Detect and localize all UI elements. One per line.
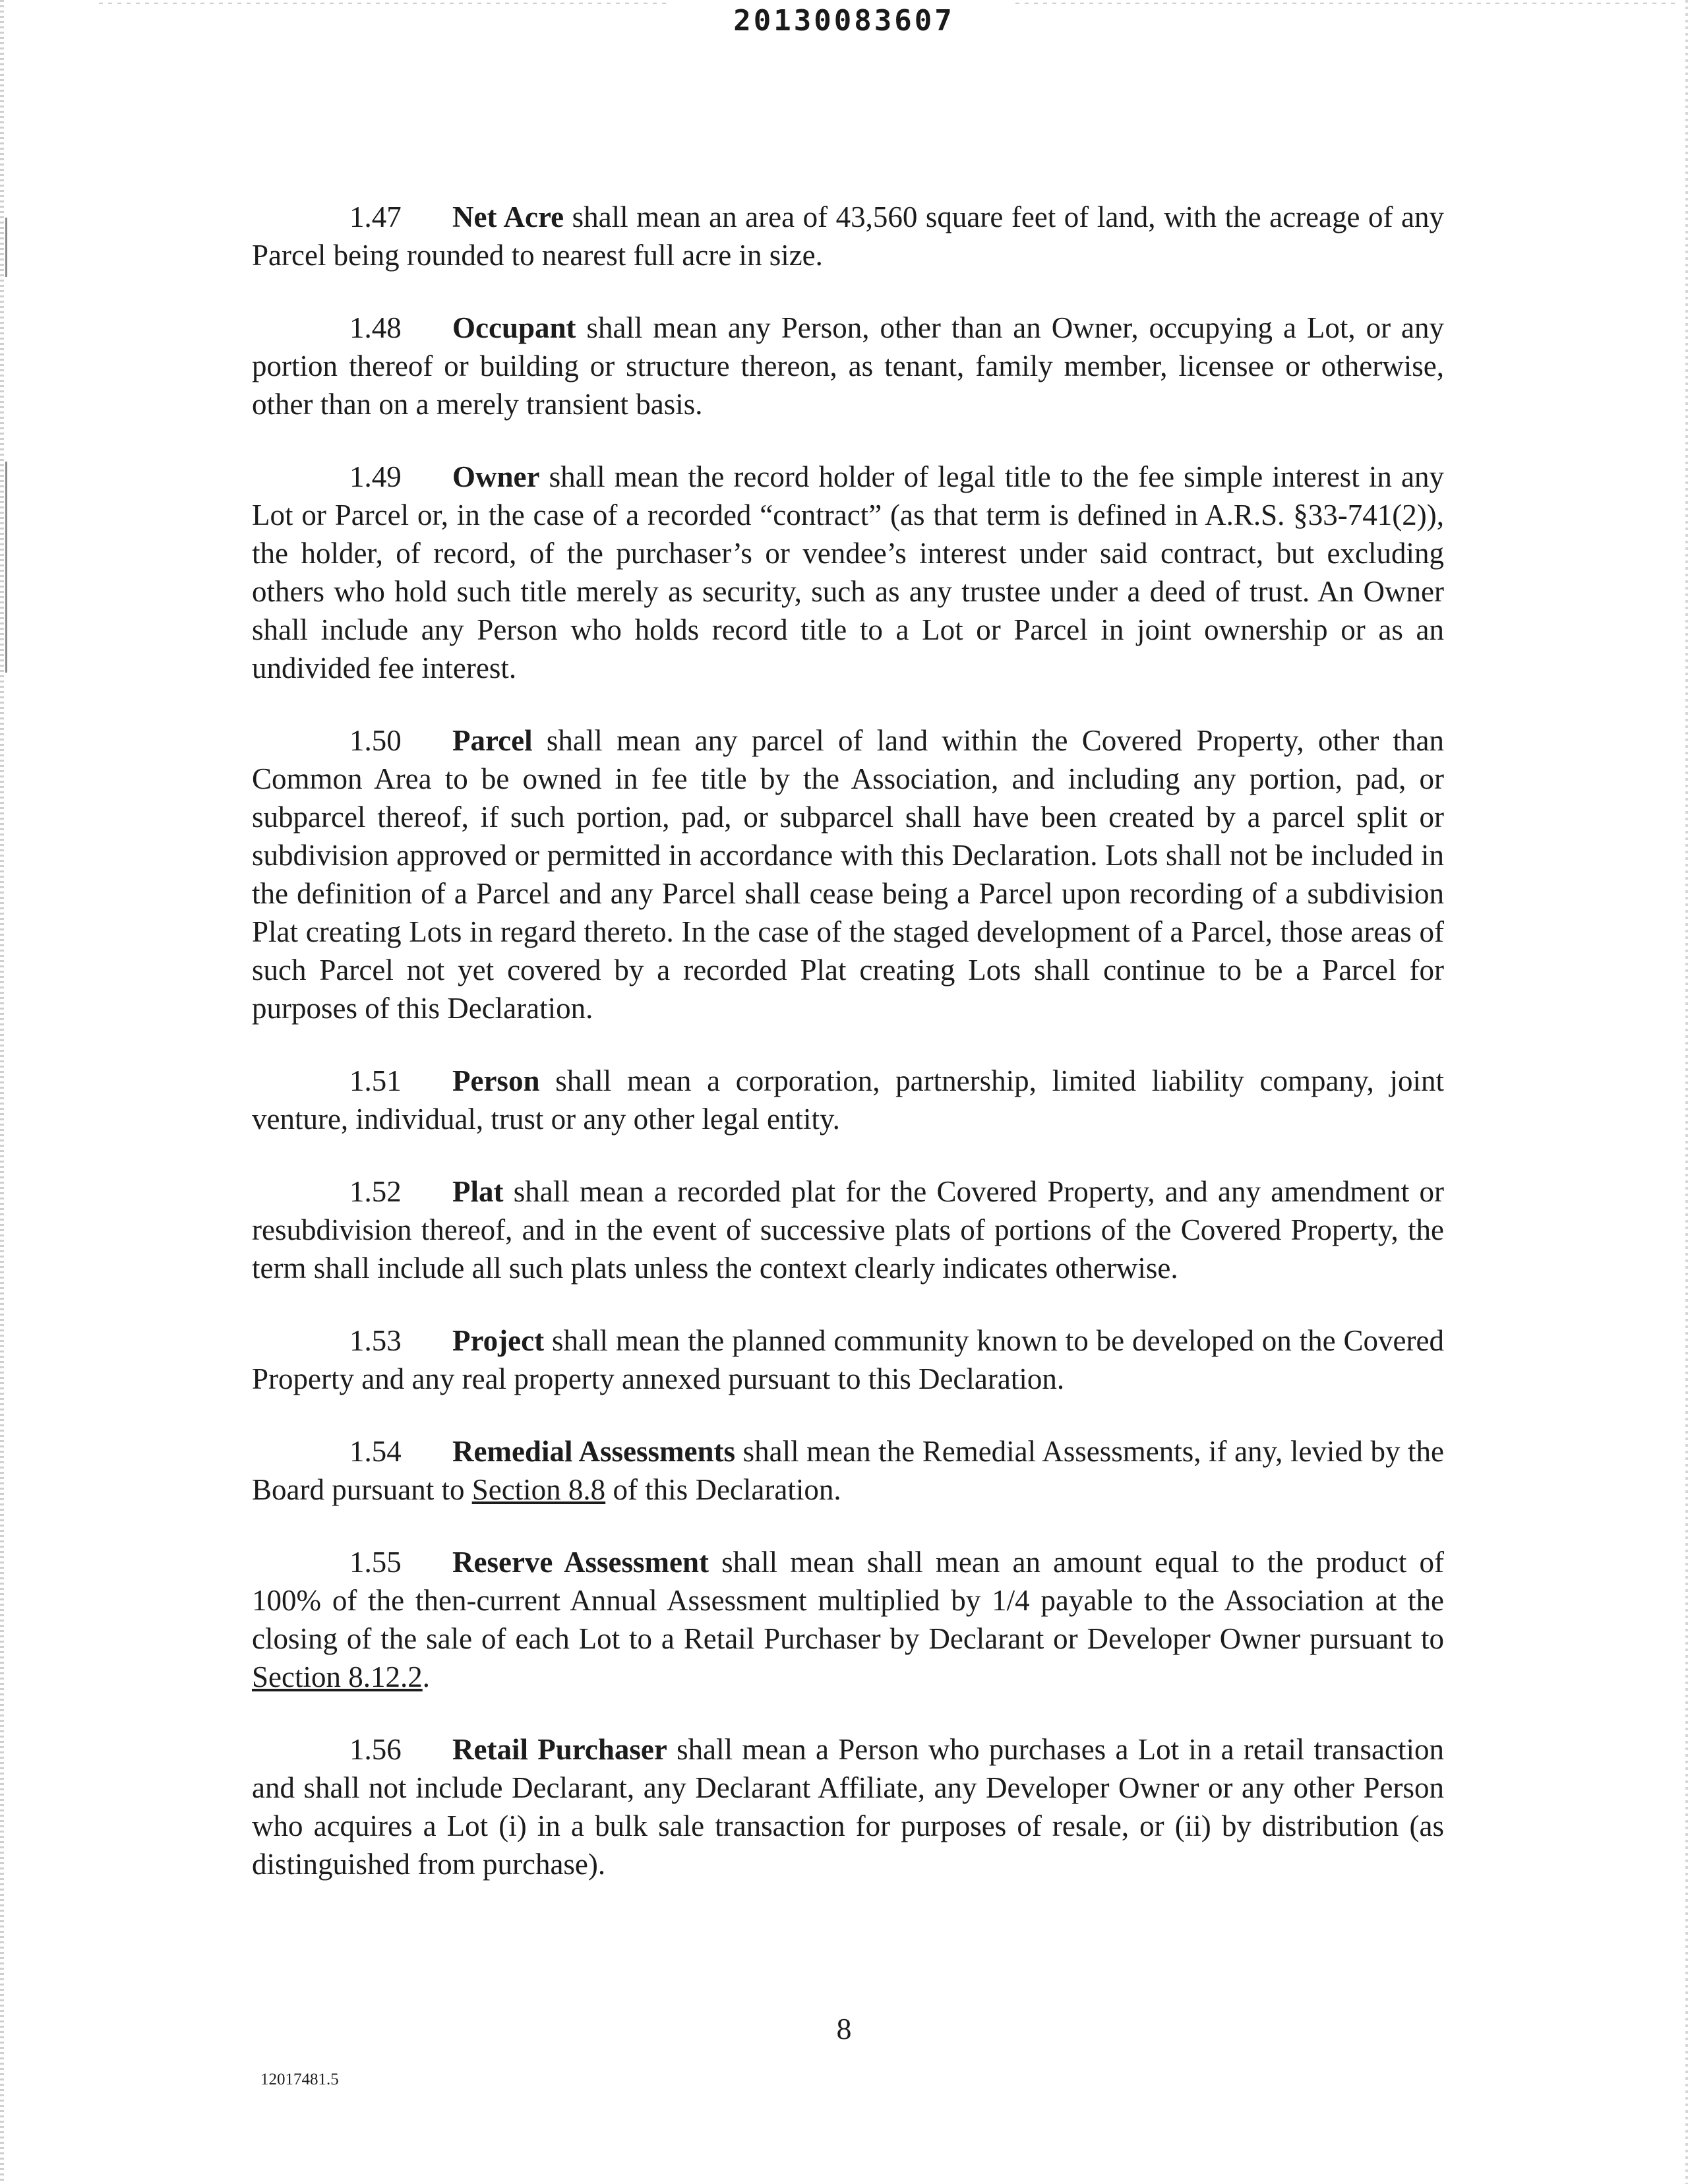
defined-term: Project [452,1324,545,1357]
definition-paragraph [252,1172,1444,1287]
definition-text: of this Declaration. [605,1473,841,1506]
defined-term: Reserve Assessment [452,1546,709,1579]
scan-margin-mark [5,218,7,277]
definition-paragraph [252,721,1444,1027]
section-reference: Section 8.12.2 [252,1660,423,1693]
definition-text: shall mean the record holder of legal title to the fee simple interest in any Lot or Parcel or, in the case of a recorded “contract” (as that term is defined in A.R.S. §33-741(2)), the holder, of record, of the purchaser’s or vendee’s interest under said contract, but excluding others who hold such title merely as security, such as any trustee under a deed of trust. An Owner shall include any Person who holds record title to a Lot or Parcel in joint ownership or as an undivided fee interest. [252,460,1444,684]
defined-term: Remedial Assessments [452,1435,736,1468]
scan-margin-mark [5,462,7,673]
definition-number: 1.48 [349,311,402,344]
definition-number: 1.54 [349,1435,402,1468]
recording-number: 20130083607 [733,4,955,38]
definition-number: 1.55 [349,1546,402,1579]
definition-paragraph [252,1543,1444,1696]
definition-text: shall mean shall mean an amount equal to the product of 100% of the then-current Annual Assessment multiplied by 1/4 payable to the Association at the closing of the sale of each Lot to a Retail Purchaser by Declarant or Developer Owner pursuant to [252,1546,1444,1655]
defined-term: Occupant [452,311,576,344]
definition-number: 1.53 [349,1324,402,1357]
definition-text: shall mean the Remedial Assessments, if any, levied by the Board pursuant to [252,1435,1444,1506]
definition-text: shall mean the planned community known to be developed on the Covered Property and any real property annexed pursuant to this Declaration. [252,1324,1444,1395]
definition-paragraph [252,458,1444,687]
section-reference: Section 8.8 [471,1473,606,1506]
definition-number: 1.47 [349,200,402,233]
definitions-list [252,198,1444,1918]
definition-text: . [422,1660,430,1693]
defined-term: Owner [452,460,540,493]
page-number: 8 [836,2012,852,2046]
definition-number: 1.56 [349,1733,402,1766]
definition-text: shall mean any parcel of land within the Covered Property, other than Common Area to be owned in fee title by the Association, and including any portion, pad, or subparcel thereof, if such portion, pad, or subparcel shall have been created by a parcel split or subdivision approved or permitted in accordance with this Declaration. Lots shall not be included in the definition of a Parcel and any Parcel shall cease being a Parcel upon recording of a subdivision Plat creating Lots in regard thereto. In the case of the staged development of a Parcel, those areas of such Parcel not yet covered by a recorded Plat creating Lots shall continue to be a Parcel for purposes of this Declaration. [252,724,1444,1025]
scan-edge-left [0,0,4,2184]
definition-number: 1.49 [349,460,402,493]
definition-text: shall mean a corporation, partnership, limited liability company, joint venture, individual, trust or any other legal entity. [252,1064,1444,1136]
definition-paragraph [252,1730,1444,1883]
definition-paragraph [252,1321,1444,1398]
definition-paragraph [252,309,1444,423]
document-id: 12017481.5 [260,2071,339,2088]
defined-term: Parcel [452,724,533,757]
defined-term: Person [452,1064,540,1097]
defined-term: Net Acre [452,200,564,233]
defined-term: Retail Purchaser [452,1733,667,1766]
definition-text: shall mean any Person, other than an Owner, occupying a Lot, or any portion thereof or building or structure thereon, as tenant, family member, licensee or otherwise, other than on a merely transient basis. [252,311,1444,421]
scan-edge-right [1685,0,1688,2184]
definition-number: 1.52 [349,1175,402,1208]
definition-number: 1.50 [349,724,402,757]
definition-paragraph [252,1062,1444,1138]
definition-number: 1.51 [349,1064,402,1097]
definition-text: shall mean a Person who purchases a Lot in a retail transaction and shall not include Declarant, any Declarant Affiliate, any Developer Owner or any other Person who acquires a Lot (i) in a bulk sale transaction for purposes of resale, or (ii) by distribution (as distinguished from purchase). [252,1733,1444,1881]
definition-text: shall mean a recorded plat for the Covered Property, and any amendment or resubdivision thereof, and in the event of successive plats of portions of the Covered Property, the term shall include all such plats unless the context clearly indicates otherwise. [252,1175,1444,1285]
defined-term: Plat [452,1175,504,1208]
definition-paragraph [252,1432,1444,1509]
definition-paragraph [252,198,1444,274]
definition-text: shall mean an area of 43,560 square feet of land, with the acreage of any Parcel being rounded to nearest full acre in size. [252,200,1444,272]
